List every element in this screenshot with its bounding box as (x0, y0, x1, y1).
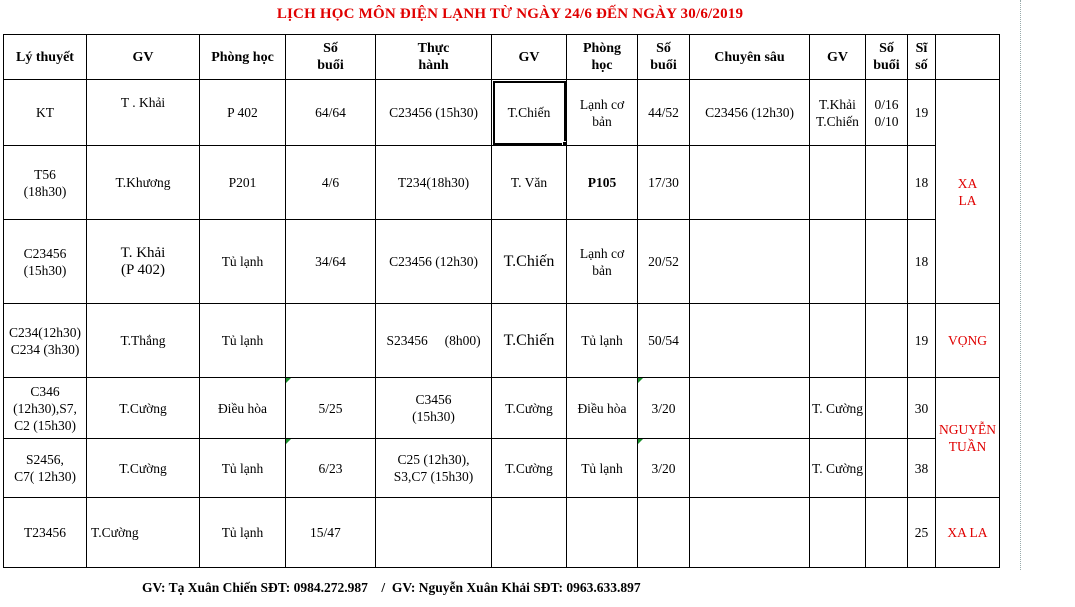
cell-gv-3[interactable]: T. Cường (810, 439, 866, 498)
cell-gv-1[interactable]: T.Cường (87, 498, 200, 568)
cell-gv-1[interactable]: T.Cường (87, 378, 200, 439)
cell-phong-hoc-2[interactable]: Điều hòa (567, 378, 638, 439)
header-text-line: buổi (317, 58, 344, 73)
header-text-line: Số (656, 41, 671, 56)
cell-gv-3[interactable] (810, 498, 866, 568)
cell-text-line: C23456 (23, 245, 67, 261)
cell-text-line: bản (592, 113, 612, 129)
schedule-table (3, 34, 1000, 568)
cell-si-so[interactable]: 38 (907, 439, 935, 498)
header-text-line: Sĩ (915, 41, 928, 56)
table-row (4, 498, 1000, 568)
header-text-line: buổi (873, 58, 900, 73)
cell-so-buoi-2[interactable]: 3/20 (638, 439, 690, 498)
cell-text-line: 0/10 (874, 113, 899, 129)
table-row (4, 439, 1000, 498)
cell-si-so[interactable]: 18 (907, 220, 935, 304)
cell-gv-2[interactable]: T.Cường (492, 378, 567, 439)
cell-text-line: C7( 12h30) (14, 469, 76, 484)
cell-so-buoi-1[interactable]: 6/23 (286, 439, 376, 498)
cell-gv-2[interactable] (492, 498, 567, 568)
cell-so-buoi-1[interactable]: 64/64 (286, 80, 376, 146)
cell-gv-3[interactable] (810, 146, 866, 220)
cell-so-buoi-2[interactable]: 44/52 (638, 80, 690, 146)
cell-phong-hoc-2[interactable] (567, 220, 638, 304)
cell-phong-hoc-2[interactable]: Tủ lạnh (567, 304, 638, 378)
header-text-line: Phòng (582, 41, 622, 56)
cell-so-buoi-3[interactable] (865, 146, 907, 220)
cell-so-buoi-3[interactable] (865, 439, 907, 498)
cell-text-line: T.Khải (819, 96, 856, 112)
cell-text-line: C3456 (415, 392, 452, 407)
cell-ly-thuyet[interactable]: KT (4, 80, 87, 146)
cell-text-line: C2 (15h30) (14, 417, 76, 433)
cell-gv-2[interactable]: T.Chiến (492, 220, 567, 304)
cell-si-so[interactable]: 19 (907, 304, 935, 378)
cell-text-line: (15h30) (23, 262, 67, 278)
cell-text-line: C346 (30, 383, 60, 399)
cell-chuyen-sau[interactable] (690, 378, 810, 439)
cell-chuyen-sau[interactable] (690, 498, 810, 568)
schedule-title: LỊCH HỌC MÔN ĐIỆN LẠNH TỪ NGÀY 24/6 ĐẾN NGÀY 30/6/2019 (276, 6, 744, 22)
cell-phong-hoc-1[interactable]: Tủ lạnh (200, 498, 286, 568)
header-text-line: số (915, 58, 928, 73)
header-gv-1[interactable]: GV (87, 35, 200, 80)
cell-so-buoi-3[interactable] (865, 80, 907, 146)
cell-text-line: T. Khải (120, 244, 166, 261)
cell-so-buoi-2[interactable]: 17/30 (638, 146, 690, 220)
cell-gv-1[interactable]: T.Thắng (87, 304, 200, 378)
header-thuc-hanh[interactable] (376, 35, 492, 80)
teacher-contact-footer: GV: Tạ Xuân Chiến SĐT: 0984.272.987 / GV: Nguyễn Xuân Khải SĐT: 0963.633.897 (142, 580, 641, 595)
cell-text-line: Lạnh cơ (579, 96, 625, 112)
cell-so-buoi-3[interactable] (865, 498, 907, 568)
cell-so-buoi-2[interactable] (638, 498, 690, 568)
cell-gv-1[interactable]: T.Cường (87, 439, 200, 498)
location-nguyen-tuan[interactable] (935, 378, 999, 498)
cell-so-buoi-1[interactable]: 5/25 (286, 378, 376, 439)
cell-thuc-hanh[interactable]: C23456 (12h30) (376, 220, 492, 304)
header-row (4, 35, 1000, 80)
cell-text-line: (12h30),S7, (13, 400, 77, 416)
cell-gv-1[interactable] (87, 220, 200, 304)
cell-ly-thuyet[interactable] (4, 378, 87, 439)
cell-text-line: C234 (3h30) (10, 341, 80, 357)
header-text-line: Số (323, 41, 338, 56)
page-break-line (1018, 0, 1021, 570)
location-vong[interactable]: VỌNG (935, 304, 999, 378)
cell-gv-2[interactable]: T. Văn (492, 146, 567, 220)
cell-ly-thuyet[interactable] (4, 146, 87, 220)
header-si-so[interactable] (907, 35, 935, 80)
header-text-line: học (591, 58, 613, 73)
location-text-line: LA (958, 192, 977, 208)
cell-phong-hoc-2[interactable]: Tủ lạnh (567, 439, 638, 498)
header-chuyen-sau[interactable]: Chuyên sâu (690, 35, 810, 80)
cell-text-line: Lạnh cơ (579, 245, 625, 261)
header-ly-thuyet[interactable]: Lý thuyết (4, 35, 87, 80)
cell-ly-thuyet[interactable]: T23456 (4, 498, 87, 568)
cell-so-buoi-3[interactable] (865, 220, 907, 304)
table-row (4, 304, 1000, 378)
header-so-buoi-2[interactable] (638, 35, 690, 80)
cell-chuyen-sau[interactable] (690, 146, 810, 220)
location-xa-la[interactable] (935, 80, 999, 304)
header-phong-hoc-1[interactable]: Phòng học (200, 35, 286, 80)
cell-text-line: 0/16 (874, 96, 899, 112)
cell-so-buoi-3[interactable] (865, 378, 907, 439)
cell-so-buoi-1[interactable]: 4/6 (286, 146, 376, 220)
cell-phong-hoc-1[interactable]: P 402 (200, 80, 286, 146)
location-text-line: XA (957, 175, 978, 191)
cell-text-line: bản (592, 262, 612, 278)
cell-phong-hoc-2[interactable] (567, 80, 638, 146)
cell-si-so[interactable]: 30 (907, 378, 935, 439)
cell-text-line: C25 (12h30), (397, 452, 470, 467)
cell-so-buoi-1[interactable]: 34/64 (286, 220, 376, 304)
cell-phong-hoc-1[interactable]: Tủ lạnh (200, 220, 286, 304)
cell-si-so[interactable]: 19 (907, 80, 935, 146)
cell-thuc-hanh[interactable] (376, 378, 492, 439)
cell-text: T.Chiến (507, 105, 551, 120)
cell-text-line: (P 402) (120, 261, 166, 278)
cell-ly-thuyet[interactable] (4, 220, 87, 304)
cell-text-line: C234(12h30) (9, 324, 81, 340)
cell-ly-thuyet[interactable] (4, 439, 87, 498)
header-gv-2[interactable]: GV (492, 35, 567, 80)
cell-text-line: T.Chiến (816, 113, 859, 129)
cell-text-line: T56 (34, 166, 56, 182)
cell-gv-2[interactable]: T.Chiến (492, 304, 567, 378)
header-so-buoi-3[interactable] (865, 35, 907, 80)
cell-thuc-hanh[interactable]: S23456 (8h00) (376, 304, 492, 378)
cell-gv-1[interactable]: T . Khải (87, 80, 200, 146)
cell-phong-hoc-2[interactable] (567, 498, 638, 568)
fill-handle[interactable] (562, 141, 567, 146)
cell-gv-3[interactable] (810, 80, 866, 146)
cell-so-buoi-3[interactable] (865, 304, 907, 378)
cell-thuc-hanh[interactable] (376, 439, 492, 498)
table-row (4, 146, 1000, 220)
cell-gv-3[interactable] (810, 304, 866, 378)
cell-gv-2[interactable]: T.Cường (492, 439, 567, 498)
cell-chuyen-sau[interactable] (690, 304, 810, 378)
cell-chuyen-sau[interactable] (690, 220, 810, 304)
location-xa-la-2[interactable]: XA LA (935, 498, 999, 568)
cell-ly-thuyet[interactable] (4, 304, 87, 378)
header-text-line: Số (879, 41, 894, 56)
header-text-line: buổi (650, 58, 677, 73)
cell-thuc-hanh[interactable]: C23456 (15h30) (376, 80, 492, 146)
cell-phong-hoc-1[interactable]: P201 (200, 146, 286, 220)
cell-so-buoi-1[interactable] (286, 304, 376, 378)
cell-si-so[interactable]: 18 (907, 146, 935, 220)
cell-chuyen-sau[interactable]: C23456 (12h30) (690, 80, 810, 146)
cell-chuyen-sau[interactable] (690, 439, 810, 498)
header-text-line: Thực (417, 41, 450, 56)
cell-gv-1[interactable]: T.Khương (87, 146, 200, 220)
cell-gv-3[interactable]: T. Cường (810, 378, 866, 439)
header-phong-hoc-2[interactable] (567, 35, 638, 80)
table-row (4, 80, 1000, 146)
location-text-line: TUẦN (948, 438, 987, 454)
cell-so-buoi-1[interactable]: 15/47 (286, 498, 376, 568)
cell-gv-3[interactable] (810, 220, 866, 304)
header-so-buoi-1[interactable] (286, 35, 376, 80)
table-row (4, 220, 1000, 304)
cell-phong-hoc-1[interactable]: Tủ lạnh (200, 439, 286, 498)
cell-text-line: (18h30) (23, 183, 67, 199)
cell-phong-hoc-1[interactable]: Điều hòa (200, 378, 286, 439)
cell-thuc-hanh[interactable] (376, 498, 492, 568)
cell-so-buoi-2[interactable]: 50/54 (638, 304, 690, 378)
cell-so-buoi-2[interactable]: 3/20 (638, 378, 690, 439)
cell-text-line: S2456, (26, 452, 64, 467)
cell-phong-hoc-2[interactable]: P105 (567, 146, 638, 220)
cell-thuc-hanh[interactable]: T234(18h30) (376, 146, 492, 220)
cell-gv-2-selected[interactable] (492, 80, 567, 146)
cell-si-so[interactable]: 25 (907, 498, 935, 568)
table-row (4, 378, 1000, 439)
header-gv-3[interactable]: GV (810, 35, 866, 80)
cell-text-line: (15h30) (412, 409, 455, 424)
cell-so-buoi-2[interactable]: 20/52 (638, 220, 690, 304)
header-text-line: hành (418, 58, 449, 73)
cell-text-line: S3,C7 (15h30) (393, 469, 474, 484)
cell-phong-hoc-1[interactable]: Tủ lạnh (200, 304, 286, 378)
header-location[interactable] (935, 35, 999, 80)
location-text-line: NGUYỄN (938, 421, 996, 437)
